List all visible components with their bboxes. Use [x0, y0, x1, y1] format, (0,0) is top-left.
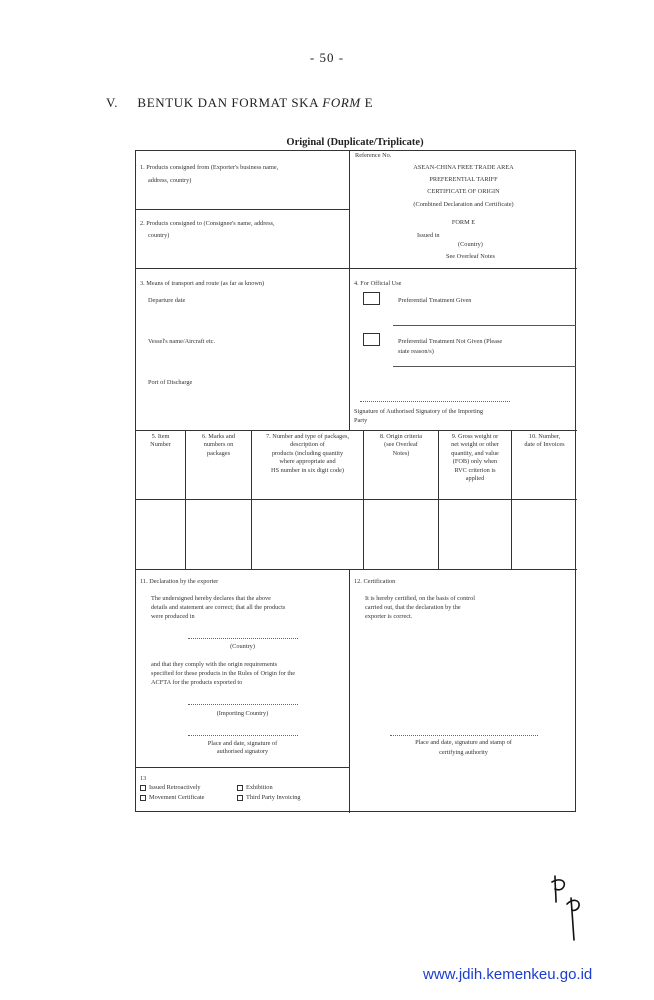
divider-box13 [136, 767, 349, 768]
checkbox-icon [140, 785, 146, 791]
col9-line-1: 9. Gross weight or [451, 433, 499, 440]
col7-header [252, 433, 363, 475]
col9-line-2: net weight or other [451, 441, 499, 449]
col6-line-3: packages [206, 449, 231, 457]
box11-p2-1: and that they comply with the origin requirements [151, 661, 278, 668]
exporter-signature-dots [188, 735, 298, 736]
col5-header [136, 433, 185, 450]
box13-label: 13 [140, 775, 147, 782]
box2-label-2: country) [148, 232, 170, 239]
col7-line-5: HS number in six digit code) [271, 466, 344, 474]
page-number: - 50 - [309, 50, 345, 65]
col9-line-6: applied [465, 475, 485, 483]
box12-p-2: carried out, that the declaration by the [365, 604, 461, 611]
box3-departure: Departure date [148, 297, 186, 304]
col9-line-3: quantity, and value [451, 449, 499, 457]
box11-label: 11. Declaration by the exporter [140, 578, 219, 585]
col10-line-2: date of Invoices [524, 441, 565, 449]
ref-line-1: ASEAN-CHINA FREE TRADE AREA [413, 164, 514, 171]
box11-p1-3: were produced in [151, 613, 195, 620]
country-dots [188, 638, 298, 639]
box4-given: Preferential Treatment Given [398, 297, 472, 304]
ref-issued-in: Issued in [417, 232, 440, 239]
col7-line-1: 7. Number and type of packages, [265, 433, 350, 440]
ref-line-4: (Combined Declaration and Certificate) [413, 201, 514, 208]
col9-line-4: (FOB) only when [452, 458, 498, 466]
checkbox-icon [237, 785, 243, 791]
col5-line-2: Number [150, 441, 171, 449]
col8-line-1: 8. Origin criteria [379, 433, 423, 440]
box11-importing: (Importing Country) [216, 710, 269, 717]
col6-line-2: numbers on [203, 441, 234, 449]
col10-header [512, 433, 577, 450]
divider-box1 [136, 209, 349, 210]
ref-country: (Country) [458, 241, 483, 248]
not-given-reason-line [393, 366, 576, 367]
box1-label-1: 1. Products consigned from (Exporter's business name, [140, 164, 279, 171]
box13-opt-exhibition[interactable] [237, 784, 273, 792]
certifying-signature-dots [390, 735, 538, 736]
box11-p2-2: specified for these products in the Rules of Origin for the [151, 670, 296, 677]
treatment-given-checkbox[interactable] [363, 292, 380, 305]
opt2-label: Exhibition [246, 784, 273, 791]
box12-place-1: Place and date, signature and stamp of [415, 739, 512, 746]
opt1-label: Issued Retroactively [149, 784, 201, 791]
divider-table-body [136, 569, 577, 570]
col-divider-9 [511, 430, 512, 569]
box11-place-2: authorised signatory [216, 748, 269, 755]
treatment-not-given-checkbox[interactable] [363, 333, 380, 346]
handwritten-initials [549, 870, 589, 942]
divider-box2 [136, 268, 577, 269]
box4-sig-1: Signature of Authorised Signatory of the Importing [354, 408, 484, 415]
col7-line-3: products (including quantity [271, 449, 344, 457]
box11-place-1: Place and date, signature of [207, 740, 278, 747]
importing-country-dots [188, 704, 298, 705]
box12-label: 12. Certification [354, 578, 396, 585]
form-header: Original (Duplicate/Triplicate) [286, 137, 424, 148]
ref-overleaf: See Overleaf Notes [446, 253, 495, 260]
ref-form-title: FORM E [451, 219, 476, 226]
box11-country: (Country) [230, 643, 255, 650]
footer-url-link[interactable]: www.jdih.kemenkeu.go.id [423, 966, 593, 983]
section-title: BENTUK DAN FORMAT SKA [137, 95, 323, 110]
box1-label-2: address, country) [148, 177, 192, 184]
box12-p-3: exporter is correct. [365, 613, 413, 620]
box4-sig-2: Party [354, 417, 368, 424]
opt4-label: Third Party Invoicing [246, 794, 301, 801]
box12-p-1: It is hereby certified, on the basis of control [365, 595, 475, 602]
divider-bottom-vertical [349, 569, 350, 813]
section-title-italic: FORM [322, 95, 361, 110]
ref-line-3: CERTIFICATE OF ORIGIN [427, 188, 500, 195]
col8-header [364, 433, 438, 458]
ref-line-2: PREFERENTIAL TARIFF [429, 176, 498, 183]
box11-p1-2: details and statement are correct; that all the products [151, 604, 286, 611]
section-heading [106, 95, 373, 111]
checkbox-icon [140, 795, 146, 801]
box13-opt-issued-retroactively[interactable] [140, 784, 201, 792]
section-title-end: E [360, 95, 374, 110]
col6-line-1: 6. Marks and [201, 433, 236, 440]
box12-place-2: certifying authority [439, 749, 488, 756]
box11-p1-1: The undersigned hereby declares that the above [151, 595, 271, 602]
col10-line-1: 10. Number, [528, 433, 561, 440]
opt3-label: Movement Certificate [149, 794, 205, 801]
col7-line-4: where appropriate and [279, 458, 336, 466]
box13-opt-third-party-invoicing[interactable] [237, 794, 301, 802]
col9-line-5: RVC criterion is [454, 466, 496, 474]
box4-not-given-1: Preferential Treatment Not Given (Please [398, 338, 503, 345]
col8-line-3: Notes) [392, 449, 410, 457]
given-reason-line [393, 325, 576, 326]
col9-header [439, 433, 511, 483]
box3-label: 3. Means of transport and route (as far as known) [140, 280, 265, 287]
col7-line-2: description of [290, 441, 325, 449]
checkbox-icon [237, 795, 243, 801]
section-numeral: V. [106, 95, 119, 110]
col8-line-2: (see Overleaf [384, 441, 418, 449]
importing-signature-dots [360, 401, 510, 402]
box4-not-given-2: state reason/s) [398, 348, 434, 355]
box3-vessel: Vessel's name/Aircraft etc. [148, 338, 216, 345]
box13-opt-movement-certificate[interactable] [140, 794, 204, 802]
box11-p2-3: ACFTA for the products exported to [151, 679, 243, 686]
form-e-certificate [135, 150, 576, 812]
col5-line-1: 5. Item [151, 433, 170, 440]
box3-port: Port of Discharge [148, 379, 193, 386]
box4-label: 4. For Official Use [354, 280, 402, 287]
box2-label-1: 2. Products consigned to (Consignee's name, address, [140, 220, 275, 227]
col6-header [186, 433, 251, 458]
reference-no: Reference No. [355, 152, 392, 159]
